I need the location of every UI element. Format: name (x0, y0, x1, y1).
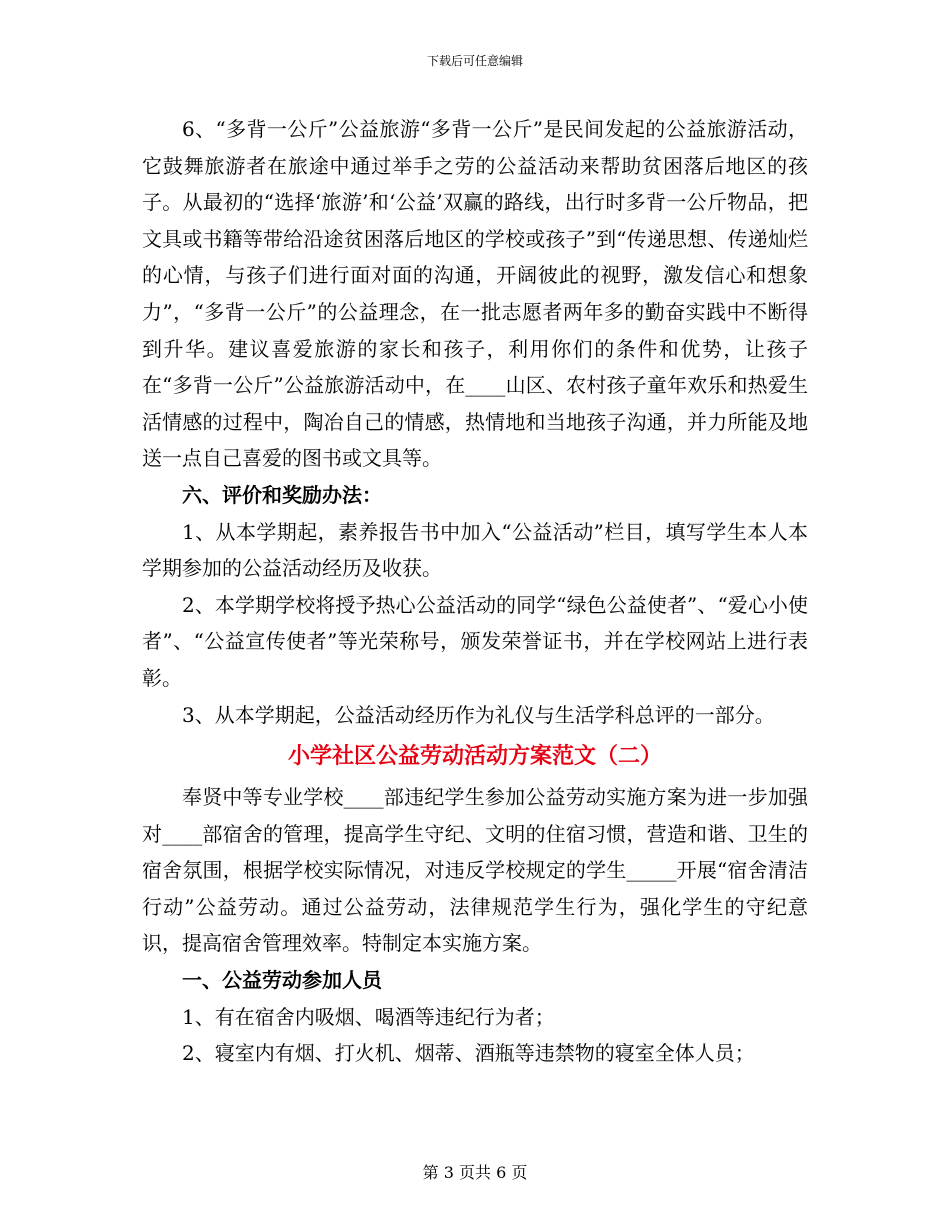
section-title: 小学社区公益劳动活动方案范文（二） (287, 744, 662, 770)
paragraph-participant-1: 1、有在宿舍内吸烟、喝酒等违纪行为者； (182, 1004, 555, 1029)
paragraph-reward-1: 1、从本学期起，素养报告书中加入“公益活动”栏目，填写学生本人本学期参加的公益活动经历及收获。 (142, 519, 808, 581)
paragraph-item-6: 6、“多背一公斤”公益旅游“多背一公斤”是民间发起的公益旅游活动，它鼓舞旅游者在旅途中通过举手之劳的公益活动来帮助贫困落后地区的孩子。从最初的“选择‘旅游’和‘公益’双赢的路线，出行时多背一公斤物品，把文具或书籍等带给沿途贫困落后地区的学校或孩子”到“传递思想、传递灿烂的心情，与孩子们进行面对面的沟通，开阔彼此的视野，激发信心和想象力”，“多背一公斤”的公益理念，在一批志愿者两年多的勤奋实践中不断得到升华。建议喜爱旅游的家长和孩子，利用你们的条件和优势，让孩子在“多背一公斤”公益旅游活动中，在____山区、农村孩子童年欢乐和热爱生活情感的过程中，陶冶自己的情感，热情地和当地孩子沟通，并力所能及地送一点自己喜爱的图书或文具等。 (142, 117, 808, 471)
heading-evaluation-rewards: 六、评价和奖励办法： (182, 482, 382, 507)
paragraph-reward-3: 3、从本学期起，公益活动经历作为礼仪与生活学科总评的一部分。 (182, 702, 775, 727)
paragraph-participant-2: 2、寝室内有烟、打火机、烟蒂、酒瓶等违禁物的寝室全体人员； (182, 1041, 755, 1066)
page-number: 第 3 页共 6 页 (422, 1163, 528, 1182)
heading-participants: 一、公益劳动参加人员 (182, 968, 382, 993)
paragraph-reward-2: 2、本学期学校将授予热心公益活动的同学“绿色公益使者”、“爱心小使者”、“公益宣传使者”等光荣称号，颁发荣誉证书，并在学校网站上进行表彰。 (142, 592, 808, 690)
header-note: 下载后可任意编辑 (426, 54, 523, 68)
document-body (142, 111, 808, 1072)
paragraph-intro: 奉贤中等专业学校____部违纪学生参加公益劳动实施方案为进一步加强对____部宿舍的管理，提高学生守纪、文明的住宿习惯，营造和谐、卫生的宿舍氛围，根据学校实际情况，对违反学校规定的学生_____开展“宿舍清洁行动”公益劳动。通过公益劳动，法律规范学生行为，强化学生的守纪意识，提高宿舍管理效率。特制定本实施方案。 (142, 785, 808, 956)
